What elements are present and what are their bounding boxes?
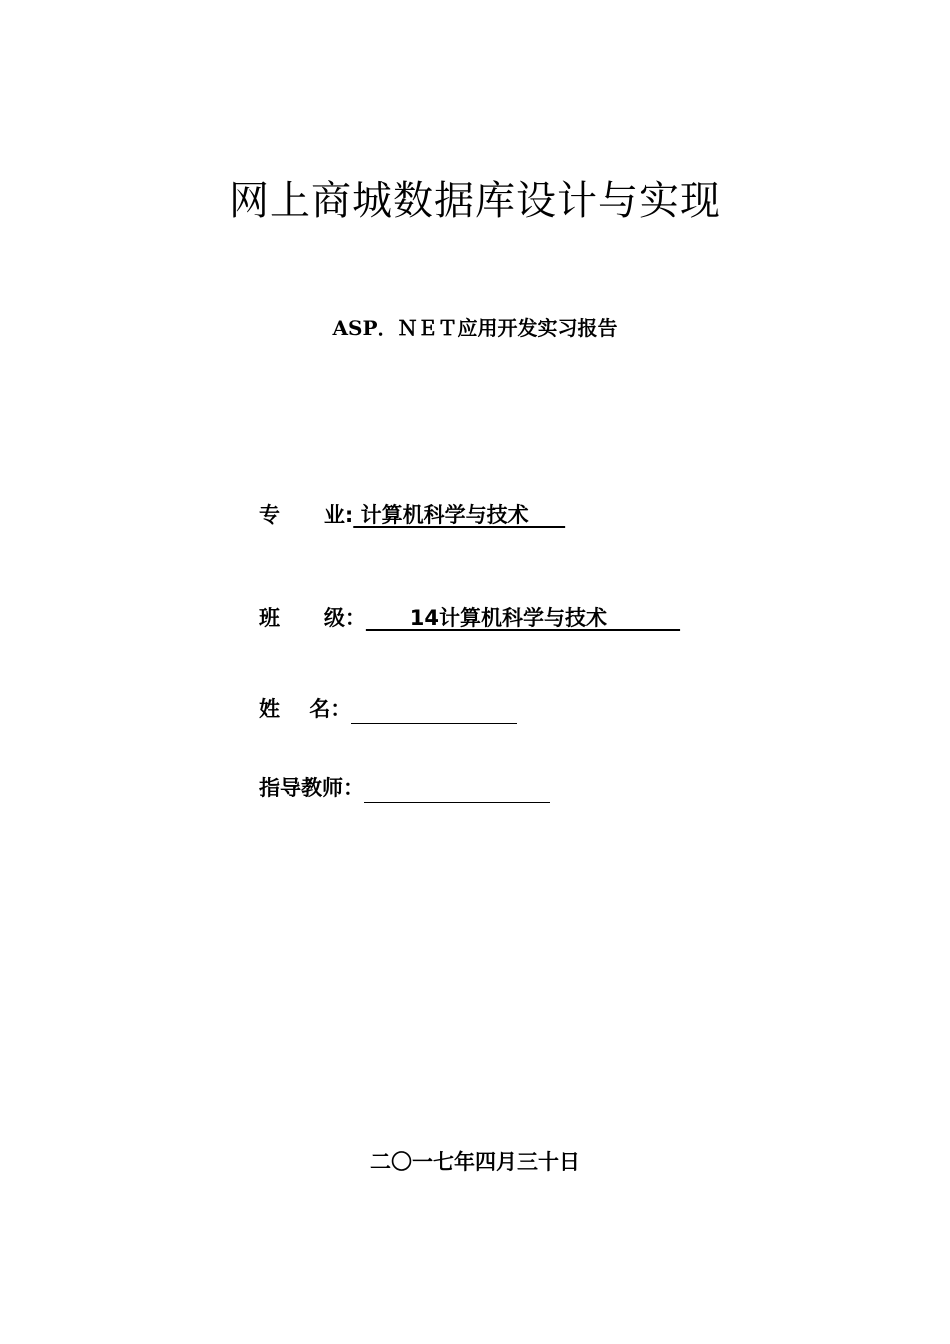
name-blank-line <box>351 699 517 724</box>
advisor-field <box>259 773 550 803</box>
document-title: 网上商城数据库设计与实现 <box>229 178 721 224</box>
class-label: 班 级： <box>259 606 366 630</box>
major-label: 专 业: <box>259 503 354 527</box>
advisor-label: 指导教师： <box>259 776 364 800</box>
class-field <box>259 603 680 633</box>
class-value: 14计算机科学与技术 <box>365 606 681 630</box>
document-subtitle: ASP．ＮＥＴ应用开发实习报告 <box>332 316 618 340</box>
name-label: 姓 名： <box>259 697 352 721</box>
document-date: 二〇一七年四月三十日 <box>370 1150 580 1174</box>
major-value: 计算机科学与技术 <box>353 503 566 527</box>
name-field <box>259 694 517 724</box>
major-field <box>259 500 565 530</box>
advisor-blank-line <box>364 778 550 803</box>
